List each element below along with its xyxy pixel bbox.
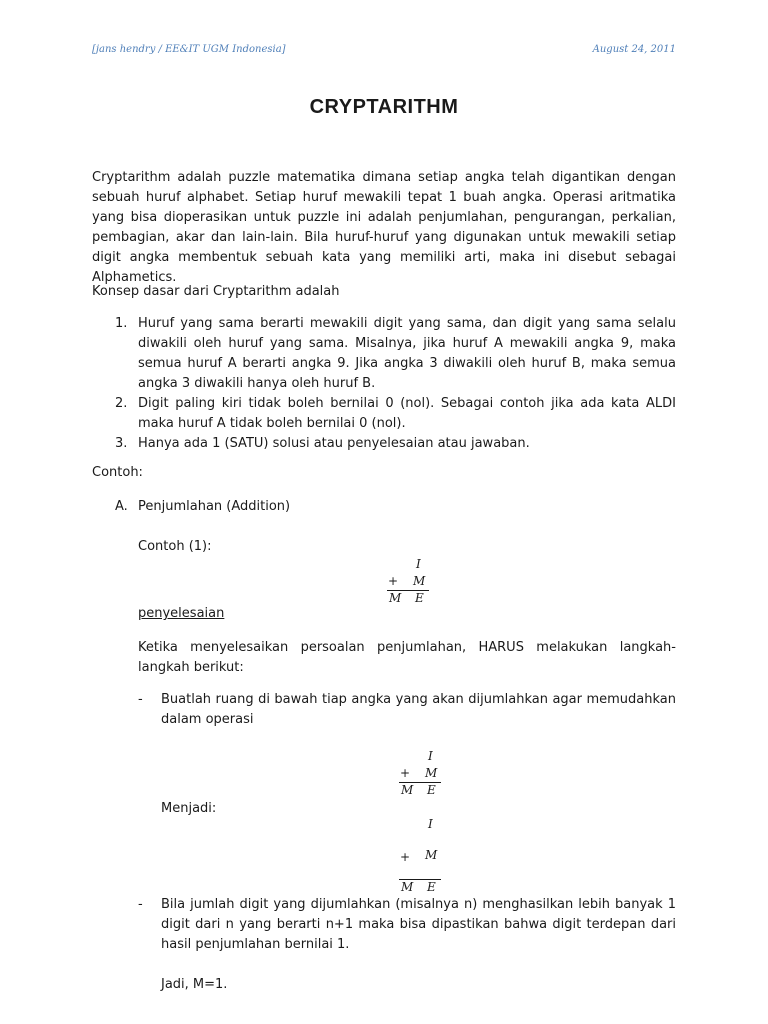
solution-label: penyelesaian: [138, 606, 225, 621]
header-date: August 24, 2011: [592, 44, 676, 55]
puzzle-operand-1: I: [428, 817, 433, 831]
dash-bullet: -: [138, 897, 143, 912]
puzzle-result-digit-1: M: [401, 783, 414, 797]
menjadi-label: Menjadi:: [161, 801, 217, 816]
conclusion: Jadi, M=1.: [161, 977, 228, 992]
concept-number: 1.: [115, 316, 128, 331]
puzzle-plus-sign: +: [388, 574, 399, 588]
step-list-2: [138, 895, 676, 955]
puzzle-equation-spaced: [396, 817, 456, 899]
step-item: [138, 895, 676, 955]
dash-bullet: -: [138, 692, 143, 707]
concept-text: Hanya ada 1 (SATU) solusi atau penyelesaian atau jawaban.: [138, 436, 530, 451]
concept-list: [92, 314, 676, 454]
concept-item: [92, 394, 676, 434]
puzzle-equation: [384, 557, 444, 609]
step-item: [138, 690, 676, 730]
concept-item: [92, 314, 676, 394]
puzzle-equation-repeat: [396, 749, 456, 801]
puzzle-plus-sign: +: [400, 766, 411, 780]
concept-text: Digit paling kiri tidak boleh bernilai 0 (nol). Sebagai contoh jika ada kata ALDI maka huruf A tidak boleh bernilai 0 (nol).: [138, 396, 676, 431]
concept-item: [92, 434, 676, 454]
step-text: Buatlah ruang di bawah tiap angka yang akan dijumlahkan agar memudahkan dalam operasi: [161, 692, 676, 727]
step-list-1: [138, 690, 676, 730]
example-heading: Contoh:: [92, 465, 143, 480]
puzzle-result-digit-1: M: [389, 591, 402, 605]
header-author: [jans hendry / EE&IT UGM Indonesia]: [92, 44, 286, 55]
puzzle-operand-1: I: [428, 749, 433, 763]
section-a-label: Penjumlahan (Addition): [138, 499, 291, 514]
page-title: CRYPTARITHM: [309, 96, 459, 118]
puzzle-result-digit-2: E: [427, 880, 436, 894]
puzzle-result-digit-2: E: [415, 591, 424, 605]
concept-number: 3.: [115, 436, 128, 451]
puzzle-result-digit-2: E: [427, 783, 436, 797]
step-text: Bila jumlah digit yang dijumlahkan (misalnya n) menghasilkan lebih banyak 1 digit dari n yang berarti n+1 maka bisa dipastikan bahwa digit terdepan dari hasil penjumlahan bernilai 1.: [161, 897, 676, 952]
section-a-letter: A.: [115, 499, 128, 514]
intro-paragraph: Cryptarithm adalah puzzle matematika dimana setiap angka telah digantikan dengan sebuah huruf alphabet. Setiap huruf mewakili tepat 1 buah angka. Operasi aritmatika yang bisa dioperasikan untuk puzzle ini adalah penjumlahan, pengurangan, perkalian, pembagian, akar dan lain-lain. Bila huruf-huruf yang digunakan untuk mewakili setiap digit angka membentuk sebuah kata yang memiliki arti, maka ini disebut sebagai Alphametics.: [92, 170, 676, 285]
puzzle-plus-sign: +: [400, 850, 411, 864]
example-1-label: Contoh (1):: [138, 539, 212, 554]
concept-heading: Konsep dasar dari Cryptarithm adalah: [92, 284, 340, 299]
solution-intro: Ketika menyelesaikan persoalan penjumlahan, HARUS melakukan langkah-langkah berikut:: [138, 640, 676, 675]
concept-text: Huruf yang sama berarti mewakili digit yang sama, dan digit yang sama selalu diwakili oleh huruf yang sama. Misalnya, jika huruf A mewakili angka 9, maka semua huruf A berarti angka 9. Jika angka 3 diwakili oleh huruf B, maka semua angka 3 diwakili hanya oleh huruf B.: [138, 316, 676, 391]
puzzle-operand-2: M: [425, 766, 438, 780]
puzzle-operand-2: M: [425, 848, 438, 862]
puzzle-result-digit-1: M: [401, 880, 414, 894]
puzzle-operand-2: M: [413, 574, 426, 588]
puzzle-operand-1: I: [416, 557, 421, 571]
concept-number: 2.: [115, 396, 128, 411]
